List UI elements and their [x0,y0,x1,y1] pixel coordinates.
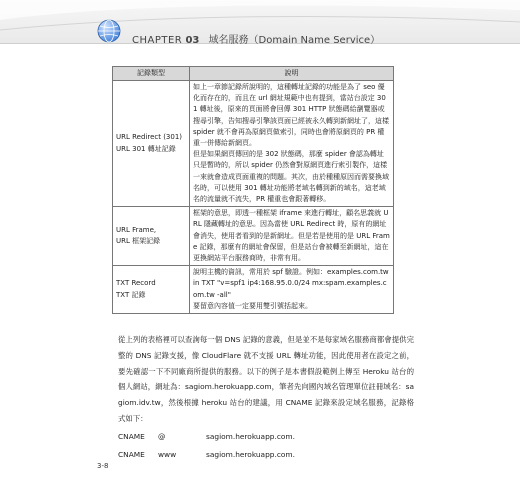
table-row [113,207,394,266]
record-type-cell [113,207,190,266]
column-header-type: 記錄類型 [113,67,190,81]
globe-icon [96,18,122,44]
description-paragraph: 要留意內容值一定要用雙引號括起來。 [193,301,312,310]
chapter-number: 03 [185,35,200,46]
chapter-heading [132,31,380,46]
cname-example-line [118,450,295,459]
chapter-word: CHAPTER [132,35,183,46]
chapter-title: 域名服務（Domain Name Service） [208,35,381,46]
cname-record-kind: CNAME [118,450,145,459]
cname-record-kind: CNAME [118,432,145,441]
description-paragraph: 但是如果網頁傳回的是 302 狀態碼，那麼 spider 會認為轉址只是暫時的，所以 spider 仍然會對原網頁進行索引製作，這樣一來就會造成頁面重複的問題。其次，由於種種原因而需要換域名時，可以使用 301 轉址功能將老域名轉到新的域名，這老域名的流量就不流失，PR 權重也會跟著轉移。 [193,150,389,204]
record-type-line: URL 301 轉址記錄 [116,144,176,153]
cname-example-line [118,432,295,441]
table-header-row [113,67,394,81]
description-paragraph: 如上一章節記錄所說明的，這種轉址記錄的功能是為了 seo 優化而存在的，而且在 url 網址規範中也有提到，當站台設定 301 轉址後，原來的頁面將會回傳 301 HTTP 狀態碼給瀏覽器或搜尋引擎，告知搜尋引擎該頁面已經被永久轉到新網址了，這樣 spider 就不會再為原網頁做索引，同時也會將原網頁的 PR 權重一併傳給新網頁。 [193,83,389,148]
record-type-cell [113,81,190,207]
page-number: 3-8 [97,462,109,470]
cname-record-target: sagiom.herokuapp.com. [206,432,295,441]
table-row [113,266,394,314]
record-type-cell [113,266,190,314]
body-paragraph: 從上列的表格裡可以查詢每一個 DNS 記錄的意義，但是並不是每家域名服務商都會提供完整的 DNS 記錄支援，像 CloudFlare 就不支援 URL 轉址功能，因此使用者在設定之前，要先確認一下不同廠商所提供的服務。以下的例子是本書假設範例上傳至 Heroku 站台的個人網站，網址為：sagiom.herokuapp.com，筆者先向國內域名管理單位註冊域名：sagiom.idv.tw，然後根據 heroku 站台的建議，用 CNAME 記錄來設定域名服務，記錄格式如下： [118,335,414,423]
record-description-cell [190,266,394,314]
record-type-line: URL Frame, [116,226,157,235]
record-description-cell [190,81,394,207]
record-type-line: TXT Record [116,279,156,288]
record-type-line: URL 框架記錄 [116,237,161,246]
column-header-description: 說明 [190,67,394,81]
description-paragraph: 說明主機的資訊，常用於 spf 驗證。例如：examples.com.tw in TXT "v=spf1 ip4:168.95.0.0/24 mx:spam.examples.com.tw -all" [193,268,389,299]
record-description-cell [190,207,394,266]
table-row [113,81,394,207]
description-paragraph: 框架的意思，即透一種框架 iframe 來進行轉址，顧名思義就 URL 隱藏轉址的意思。因為當使 URL Redirect 時，原有的網址會消失，使用者看到的是新網址。但是若是使用的是 URL Frame 記錄，那麼有的網址會保留，但是站台會被轉至新網址，這在更換網站平台服務商時，非常有用。 [193,209,390,263]
record-type-line: URL Redirect (301) [116,133,183,142]
cname-record-target: sagiom.herokuapp.com. [206,450,295,459]
record-type-line: TXT 記錄 [116,290,146,299]
cname-record-host: www [158,450,177,459]
cname-record-host: @ [158,432,166,441]
dns-records-table [112,66,394,314]
